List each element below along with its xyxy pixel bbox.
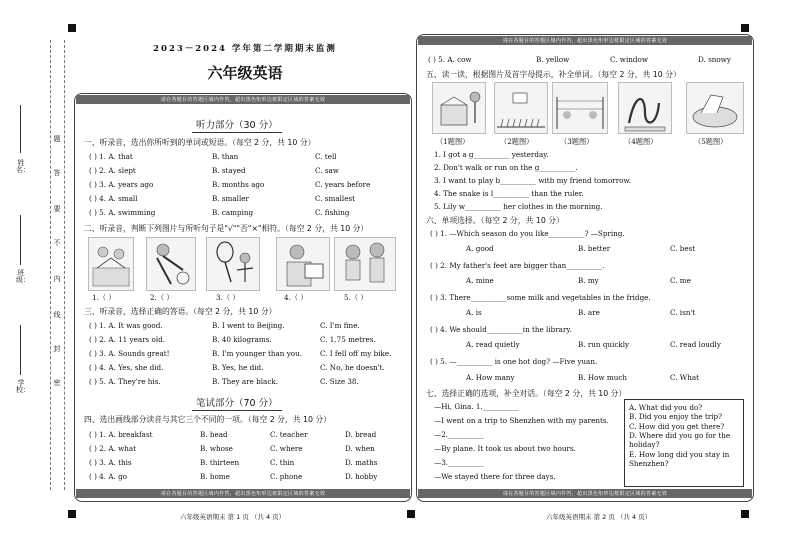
s3-q[interactable]: ( ) 5. A. They're his. — [89, 377, 161, 386]
s4-b: B. home — [200, 472, 230, 481]
s5-line[interactable]: 3. I want to play b__________ with my friend tomorrow. — [434, 176, 632, 185]
name-field[interactable] — [20, 105, 21, 153]
s1-q[interactable]: ( ) 2. A. slept — [89, 166, 136, 175]
option: D. Where did you go for the holiday? — [629, 431, 731, 450]
class-label: 班级： — [16, 269, 30, 284]
registration-mark — [407, 510, 415, 518]
section-6-title: 六、单项选择。（每空 2 分，共 10 分） — [426, 216, 564, 225]
image-caption: （2题图） — [500, 137, 534, 146]
dialogue-line[interactable]: —Hi, Gina. 1.__________ — [434, 402, 519, 411]
s4-c: C. thin — [270, 458, 295, 467]
written-part-heading: 笔试部分（70 分） — [196, 395, 278, 409]
section-3-title: 三、听录音，选择正确的答语。（每空 2 分，共 10 分） — [84, 307, 277, 316]
seal-char: 要 — [53, 205, 61, 213]
s1-c: C. tell — [315, 152, 337, 161]
s6-b: B. are — [578, 308, 600, 317]
s6-c: C. me — [670, 276, 691, 285]
seal-char: 不 — [53, 239, 61, 247]
s4-c: C. window — [610, 55, 648, 64]
section-2-image-4 — [276, 237, 330, 291]
section-5-image-3 — [552, 82, 608, 134]
section-2-image-1 — [88, 237, 134, 291]
answer-notice-band: 请在各题目的答题区域内作答，超出黑色矩形边框限定区域的答案无效 — [76, 95, 410, 104]
seal-char: 答 — [53, 169, 61, 177]
s5-line[interactable]: 2. Don't walk or run on the g__________. — [434, 163, 578, 172]
section-7-title: 七、选择正确的选项，补全对话。（每空 2 分，共 10 分） — [426, 389, 627, 398]
s6-a: A. read quietly — [466, 340, 520, 349]
dialogue-line: —We stayed there for three days. — [434, 472, 556, 481]
s6-c: C. What — [670, 373, 700, 382]
s3-c: C. I fell off my bike. — [320, 349, 392, 358]
s6-a: A. mine — [466, 276, 494, 285]
subject-title: 六年级英语 — [207, 64, 283, 82]
s1-b: B. months ago — [212, 180, 265, 189]
s1-q[interactable]: ( ) 1. A. that — [89, 152, 133, 161]
page-footer-right: 六年级英语期末 第 2 页 （共 4 页） — [546, 513, 652, 521]
s4-d: D. snowy — [698, 55, 731, 64]
seal-char: 线 — [53, 311, 61, 319]
s6-b: B. my — [578, 276, 599, 285]
exam-title: 2023－2024 学年第二学期期末监测 — [153, 44, 337, 54]
section-5-image-1 — [432, 82, 486, 134]
s4-c: C. teacher — [270, 430, 308, 439]
registration-mark — [68, 24, 76, 32]
dialogue-line: —I went on a trip to Shenzhen with my parents. — [434, 416, 609, 425]
image-caption: （3题图） — [560, 137, 594, 146]
section-5-image-5 — [686, 82, 744, 134]
s4-c: C. phone — [270, 472, 303, 481]
name-label: 姓名： — [16, 159, 30, 174]
answer-notice-band: 请在各题目的答题区域内作答，超出黑色矩形边框限定区域的答案无效 — [418, 36, 752, 45]
s1-b: B. stayed — [212, 166, 246, 175]
dialogue-line[interactable]: —3.__________ — [434, 458, 484, 467]
s2-answer[interactable]: 2.（ ） — [150, 293, 174, 302]
s6-a: A. is — [466, 308, 482, 317]
s6-q[interactable]: ( ) 2. My father's feet are bigger than__________. — [430, 261, 605, 270]
s1-c: C. smallest — [315, 194, 356, 203]
s4-d: D. hobby — [345, 472, 378, 481]
option: B. Did you enjoy the trip? — [629, 412, 723, 422]
binding-line — [64, 40, 65, 490]
s1-b: B. smaller — [212, 194, 249, 203]
s6-c: C. best — [670, 244, 696, 253]
s4-b: B. whose — [200, 444, 233, 453]
s6-q[interactable]: ( ) 3. There__________some milk and vegetables in the fridge. — [430, 293, 651, 302]
s3-c: C. No, he doesn't. — [320, 363, 385, 372]
s3-q[interactable]: ( ) 3. A. Sounds great! — [89, 349, 170, 358]
s2-answer[interactable]: 1.（ ） — [92, 293, 116, 302]
s6-b: B. better — [578, 244, 611, 253]
answer-notice-band: 请在各题目的答题区域内作答，超出黑色矩形边框限定区域的答案无效 — [76, 489, 410, 498]
s2-answer[interactable]: 4.（ ） — [284, 293, 308, 302]
option: C. How did you get there? — [629, 421, 725, 431]
seal-char: 密 — [53, 379, 61, 387]
s3-q[interactable]: ( ) 2. A. 11 years old. — [89, 335, 166, 344]
s6-a: A. How many — [466, 373, 515, 382]
s6-q[interactable]: ( ) 1. —Which season do you like__________? —Spring. — [430, 229, 625, 238]
school-label: 学校： — [16, 379, 30, 394]
option: E. How long did you stay in Shenzhen? — [629, 449, 730, 469]
s2-answer[interactable]: 5.（ ） — [344, 293, 368, 302]
registration-mark — [741, 510, 749, 518]
s4-q[interactable]: ( ) 4. A. go — [89, 472, 128, 481]
s5-line[interactable]: 5. Lily w__________ her clothes in the morning. — [434, 202, 603, 211]
s4-b: B. head — [200, 430, 228, 439]
s4-b: B. yellow — [536, 55, 570, 64]
s4-q[interactable]: ( ) 1. A. breakfast — [89, 430, 153, 439]
s6-b: B. How much — [578, 373, 627, 382]
listening-part-heading: 听力部分（30 分） — [196, 117, 278, 131]
registration-mark — [68, 510, 76, 518]
s4-d: D. maths — [345, 458, 378, 467]
s6-q[interactable]: ( ) 5. —__________ is one hot dog? —Five yuan. — [430, 357, 598, 366]
s1-q[interactable]: ( ) 3. A. years ago — [89, 180, 154, 189]
s1-q[interactable]: ( ) 4. A. small — [89, 194, 138, 203]
s3-b: B. They are black. — [212, 377, 278, 386]
s5-line[interactable]: 1. I got a g__________ yesterday. — [434, 150, 549, 159]
s3-q[interactable]: ( ) 4. A. Yes, she did. — [89, 363, 164, 372]
s4-q[interactable]: ( ) 5. A. cow — [428, 55, 472, 64]
s3-c: C. Size 38. — [320, 377, 359, 386]
image-caption: （4题图） — [624, 137, 658, 146]
dialogue-line: —By plane. It took us about two hours. — [434, 444, 576, 453]
s4-q[interactable]: ( ) 2. A. what — [89, 444, 137, 453]
s1-q[interactable]: ( ) 5. A. swimming — [89, 208, 156, 217]
section-2-image-2 — [146, 237, 196, 291]
school-field[interactable] — [20, 325, 21, 375]
s3-b: B. I went to Beijing. — [212, 321, 285, 330]
class-field[interactable] — [20, 215, 21, 265]
s2-answer[interactable]: 3.（ ） — [216, 293, 240, 302]
image-caption: （5题图） — [694, 137, 728, 146]
section-4-title: 四、选出画线部分读音与其它三个不同的一项。（每空 2 分，共 10 分） — [84, 415, 332, 424]
section-2-image-3 — [206, 237, 260, 291]
dialogue-options-box — [624, 399, 744, 487]
registration-mark — [741, 24, 749, 32]
s3-b: B. Yes, he did. — [212, 363, 264, 372]
section-2-image-5 — [334, 237, 396, 291]
binding-line — [50, 40, 51, 490]
dialogue-line[interactable]: —2.__________ — [434, 430, 484, 439]
s1-b: B. than — [212, 152, 239, 161]
option: A. What did you do? — [629, 403, 703, 412]
s5-line[interactable]: 4. The snake is l__________ than the ruler. — [434, 189, 584, 198]
s3-b: B. 40 kilograms. — [212, 335, 272, 344]
section-5-image-2 — [494, 82, 548, 134]
s1-c: C. fishing — [315, 208, 350, 217]
s4-c: C. where — [270, 444, 303, 453]
s6-a: A. good — [466, 244, 494, 253]
s4-q[interactable]: ( ) 3. A. this — [89, 458, 132, 467]
s4-b: B. thirteen — [200, 458, 240, 467]
seal-char: 题 — [53, 135, 61, 143]
answer-notice-band: 请在各题目的答题区域内作答，超出黑色矩形边框限定区域的答案无效 — [418, 489, 752, 498]
s3-q[interactable]: ( ) 1. A. It was good. — [89, 321, 163, 330]
s4-d: D. bread — [345, 430, 377, 439]
s3-b: B. I'm younger than you. — [212, 349, 303, 358]
s3-c: C. I'm fine. — [320, 321, 360, 330]
image-caption: （1题图） — [436, 137, 470, 146]
s3-c: C. 1.75 metres. — [320, 335, 376, 344]
s6-c: C. read loudly — [670, 340, 721, 349]
section-1-title: 一、听录音，选出你所听到的单词或短语。（每空 2 分，共 10 分） — [84, 138, 316, 147]
seal-char: 封 — [53, 345, 61, 353]
section-5-image-4 — [618, 82, 672, 134]
s1-c: C. saw — [315, 166, 339, 175]
s6-q[interactable]: ( ) 4. We should__________in the library. — [430, 325, 572, 334]
s6-b: B. run quickly — [578, 340, 630, 349]
s1-c: C. years before — [315, 180, 371, 189]
page-footer-left: 六年级英语期末 第 1 页 （共 4 页） — [180, 513, 286, 521]
seal-char: 内 — [53, 275, 61, 283]
section-2-title: 二、听录音，判断下列图片与所听句子是"√""否"×"相符。（每空 2 分，共 10 分） — [84, 224, 369, 233]
s1-b: B. camping — [212, 208, 254, 217]
s4-d: D. when — [345, 444, 375, 453]
section-5-title: 五、读一读，根据图片及首字母提示，补全单词。（每空 2 分，共 10 分） — [426, 70, 681, 79]
s6-c: C. isn't — [670, 308, 696, 317]
